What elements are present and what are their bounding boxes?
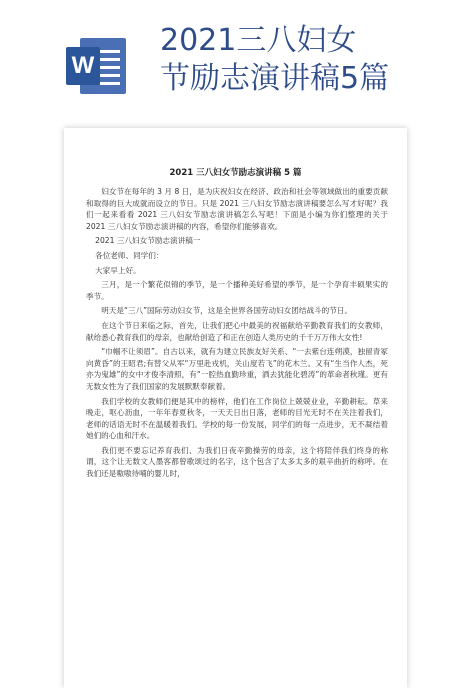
paragraph: 各位老师、同学们： <box>95 250 164 260</box>
paragraph: 三月，是一个繁花似锦的季节，是一个播种美好希望的季节，是一个孕育丰硕果实的季节。 <box>86 280 388 301</box>
word-icon-line <box>100 58 120 61</box>
header-banner <box>0 0 474 120</box>
paragraph: 明天是“三八”国际劳动妇女节，这是全世界各国劳动妇女团结战斗的节日。 <box>101 306 353 316</box>
word-icon-line <box>100 74 120 77</box>
paragraph: 我们更不要忘记养育我们、为我们日夜辛勤操劳的母亲，这个将陪伴我们终身的称谓，这个让无数文人墨客都曾歌颂过的名字，这个包含了太多太多的艰辛曲折的称呼。在我们还是嗷嗷待哺的婴儿时， <box>86 445 388 479</box>
paragraph: 妇女节在每年的 3 月 8 日，是为庆祝妇女在经济、政治和社会等领域做出的重要贡献和取得的巨大成就而设立的节日。只是 2021 三八妇女节励志演讲稿要怎么写才好呢？我们一起来看看 2021 三八妇女节励志演讲稿怎么写吧！下面是小编为你们整理的关于 2021 三八妇女节励志演讲稿的内容，希望你们能够喜欢。 <box>86 187 388 231</box>
document-page <box>64 128 407 688</box>
paragraph: 我们学校的女教师们便是其中的榜样，他们在工作岗位上兢兢业业，辛勤耕耘。草来晚走，呕心沥血，一年年春夏秋冬，一天天日出日落，老师的目光无时不在关注着我们，老师的话语无时不在温暖着我们。学校的每一份发展，同学们的每一点进步，无不凝结着她们的心血和汗水。 <box>86 396 388 441</box>
word-document-icon <box>66 38 126 94</box>
word-icon-line <box>100 66 120 69</box>
paragraph: 在这个节日来临之际，首先，让我们把心中最美的祝福献给辛勤教育我们的女教师，献给悉心教育我们的母亲，也献给创造了和正在创造人类历史的千千万万伟大女性! <box>86 320 388 342</box>
paragraph: 大家早上好。 <box>95 265 141 275</box>
paragraph: “巾帼不让须眉”。自古以来，就有为建立民族友好关系、“一去紫台连朔漠，独留青冢向黄昏”的王昭君;有替父从军“万里赴戎机，关山度若飞”的花木兰。又有“生当作人杰，死亦为鬼雄”的女中才俊李清照，有“一腔热血勤珍重，洒去犹能化碧涛”的革命者秋瑾。更有无数女性为了我们国家的发展默默奉献着。 <box>86 347 388 391</box>
paragraph: 2021 三八妇女节励志演讲稿一 <box>95 236 201 246</box>
document-title: 2021 三八妇女节励志演讲稿 5 篇 <box>169 168 302 178</box>
document-body <box>86 186 388 483</box>
banner-title-line1: 2021三八妇女 <box>160 23 357 58</box>
banner-title <box>160 22 389 98</box>
word-icon-line <box>100 50 120 53</box>
word-icon-line <box>100 82 120 85</box>
word-icon-letter: W <box>66 47 100 85</box>
banner-title-line2: 节励志演讲稿5篇 <box>160 61 390 96</box>
